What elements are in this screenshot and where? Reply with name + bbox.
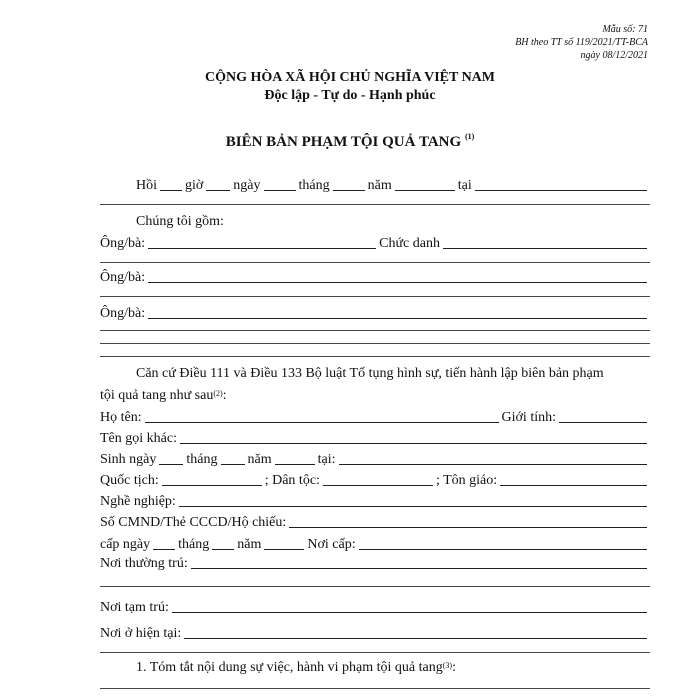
gender-field[interactable]: [559, 422, 647, 423]
year-field[interactable]: [395, 190, 455, 191]
thang-label: tháng: [298, 178, 330, 193]
id-number-label: Số CMND/Thẻ CCCD/Hộ chiếu:: [100, 515, 287, 530]
permanent-address-field[interactable]: [191, 568, 647, 569]
issue-year-field[interactable]: [264, 549, 304, 550]
position-label: Chức danh: [379, 236, 440, 251]
nam-label: năm: [367, 178, 392, 193]
legal-basis-text-2-main: tội quả tang như sau: [100, 388, 214, 403]
temporary-address-field[interactable]: [172, 612, 647, 613]
blank-line[interactable]: [100, 356, 650, 357]
birth-year-field[interactable]: [275, 464, 315, 465]
temporary-address-label: Nơi tạm trú:: [100, 600, 169, 615]
member-2-label: Ông/bà:: [100, 270, 146, 285]
temporary-address-line: [100, 600, 650, 616]
country-heading: CỘNG HÒA XÃ HỘI CHỦ NGHĨA VIỆT NAM: [204, 70, 495, 85]
nationality-field[interactable]: [162, 485, 262, 486]
occupation-field[interactable]: [179, 506, 647, 507]
members-intro-text: Chúng tôi gồm:: [136, 214, 224, 229]
id-number-field[interactable]: [289, 527, 647, 528]
section-1-text: [136, 660, 456, 676]
member-3-line: [100, 306, 650, 322]
legal-basis-line-2: [100, 388, 650, 404]
section-1-title: 1. Tóm tắt nội dung sự việc, hành vi phạm tội quả tang: [136, 660, 443, 675]
occupation-line: [100, 494, 650, 510]
blank-line[interactable]: [100, 296, 650, 297]
member-2-field[interactable]: [148, 282, 647, 283]
blank-line[interactable]: [100, 262, 650, 263]
current-address-field[interactable]: [184, 638, 647, 639]
occupation-label: Nghề nghiệp:: [100, 494, 176, 509]
time-place-line: [136, 178, 650, 194]
issue-place-label: Nơi cấp:: [307, 537, 356, 552]
nationality-label: Quốc tịch:: [100, 473, 159, 488]
blank-line[interactable]: [100, 586, 650, 587]
ngay-label: ngày: [233, 178, 261, 193]
permanent-address-label: Nơi thường trú:: [100, 556, 188, 571]
place-field[interactable]: [475, 190, 647, 191]
form-number: Mẫu số: 71: [602, 24, 648, 35]
document-title-text: BIÊN BẢN PHẠM TỘI QUẢ TANG: [225, 134, 462, 150]
id-number-line: [100, 515, 650, 531]
member-1-label: Ông/bà:: [100, 236, 146, 251]
day-field[interactable]: [264, 190, 296, 191]
document-title: [0, 134, 700, 151]
issue-day-field[interactable]: [153, 549, 175, 550]
legal-basis-footnote: (2): [213, 389, 223, 398]
birth-place-field[interactable]: [339, 464, 648, 465]
tai-label: tại: [457, 178, 472, 193]
alias-line: [100, 431, 650, 447]
member-3-label: Ông/bà:: [100, 306, 146, 321]
birth-year-label: năm: [247, 452, 272, 467]
birth-place-label: tại:: [317, 452, 336, 467]
member-1-line: [100, 236, 650, 252]
ethnicity-field[interactable]: [323, 485, 433, 486]
blank-line[interactable]: [100, 204, 650, 205]
full-name-label: Họ tên:: [100, 410, 142, 425]
legal-basis-line-1: [136, 366, 650, 382]
legal-basis-colon: :: [222, 388, 227, 403]
section-1-colon: :: [452, 660, 456, 675]
minute-field[interactable]: [206, 190, 230, 191]
issue-month-field[interactable]: [212, 549, 234, 550]
permanent-address-line: [100, 556, 650, 572]
current-address-label: Nơi ở hiện tại:: [100, 626, 182, 641]
birth-line: [100, 452, 650, 468]
section-1-heading: [136, 660, 650, 676]
blank-line[interactable]: [100, 652, 650, 653]
month-field[interactable]: [333, 190, 365, 191]
gender-label: Giới tính:: [501, 410, 556, 425]
full-name-line: [100, 410, 650, 426]
hour-field[interactable]: [160, 190, 182, 191]
section-1-footnote: (3): [442, 661, 453, 670]
legal-basis-text-1: Căn cứ Điều 111 và Điều 133 Bộ luật Tố tụng hình sự, tiến hành lập biên bản phạm: [136, 366, 604, 381]
members-intro: [136, 214, 650, 230]
document-title-footnote: (1): [464, 132, 475, 141]
issuing-circular: BH theo TT số 119/2021/TT-BCA: [515, 37, 648, 48]
alias-field[interactable]: [180, 443, 647, 444]
religion-field[interactable]: [500, 485, 647, 486]
issue-place-field[interactable]: [359, 549, 647, 550]
full-name-field[interactable]: [145, 422, 499, 423]
blank-line[interactable]: [100, 330, 650, 331]
alias-label: Tên gọi khác:: [100, 431, 177, 446]
birth-day-label: Sinh ngày: [100, 452, 157, 467]
member-1-name-field[interactable]: [148, 248, 376, 249]
current-address-line: [100, 626, 650, 642]
gio-label: giờ: [185, 178, 204, 193]
religion-label: ; Tôn giáo:: [435, 473, 498, 488]
issue-year-label: năm: [237, 537, 262, 552]
blank-line[interactable]: [100, 343, 650, 344]
birth-month-field[interactable]: [221, 464, 245, 465]
id-issue-line: [100, 537, 650, 553]
issue-month-label: tháng: [178, 537, 210, 552]
birth-month-label: tháng: [186, 452, 218, 467]
birth-day-field[interactable]: [159, 464, 183, 465]
member-3-field[interactable]: [148, 318, 647, 319]
blank-line[interactable]: [100, 688, 650, 689]
hoi-label: Hồi: [136, 178, 157, 193]
member-2-line: [100, 270, 650, 286]
issuing-date: ngày 08/12/2021: [580, 50, 648, 61]
ethnicity-label: ; Dân tộc:: [264, 473, 320, 488]
position-field[interactable]: [443, 248, 647, 249]
legal-basis-text-2: [100, 388, 227, 404]
nationality-line: [100, 473, 650, 489]
motto: Độc lập - Tự do - Hạnh phúc: [264, 88, 436, 103]
issue-day-label: cấp ngày: [100, 537, 151, 552]
